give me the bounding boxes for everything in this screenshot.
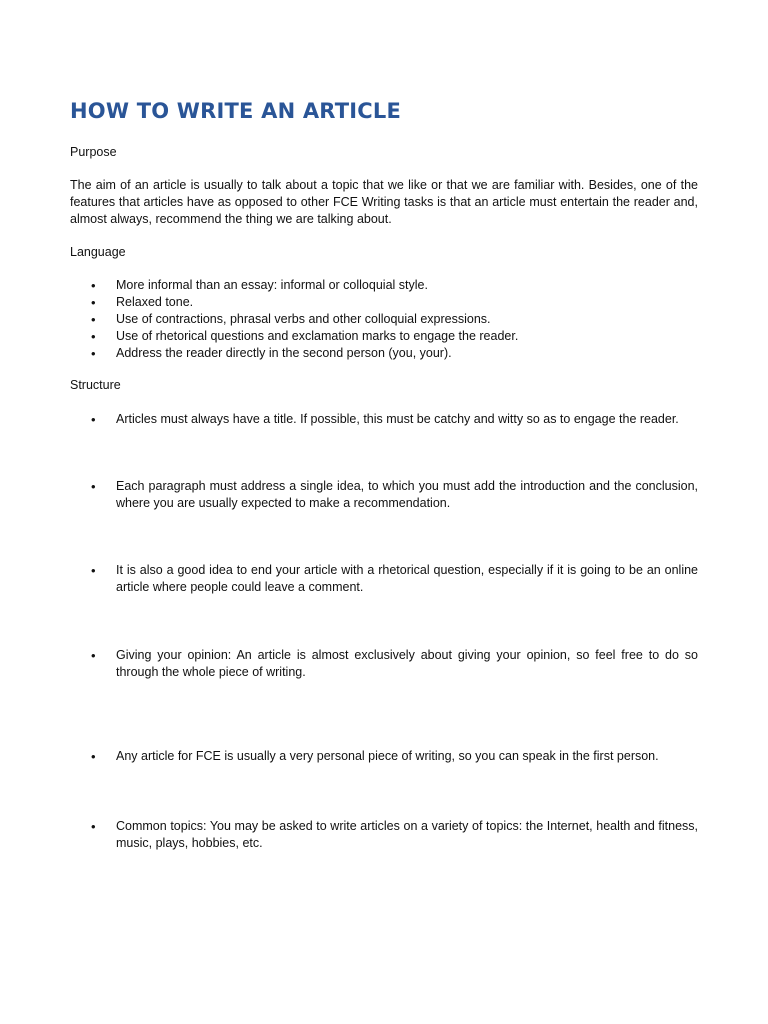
list-item xyxy=(0,328,698,345)
bullet-icon: • xyxy=(91,412,96,427)
bullet-icon: • xyxy=(91,479,96,494)
bullet-icon: • xyxy=(91,295,96,310)
list-item xyxy=(0,311,698,328)
bullet-icon: • xyxy=(91,749,96,764)
list-item xyxy=(0,647,698,681)
list-item-text: Any article for FCE is usually a very personal piece of writing, so you can speak in the first person. xyxy=(116,749,659,763)
bullet-icon: • xyxy=(91,346,96,361)
purpose-paragraph: The aim of an article is usually to talk about a topic that we like or that we are familiar with. Besides, one of the features that articles have as opposed to other FCE Writing tasks is that an article must entertain the reader and, almost always, recommend the thing we are talking about. xyxy=(70,178,698,226)
bullet-icon: • xyxy=(91,819,96,834)
bullet-icon: • xyxy=(91,648,96,663)
list-item-text: Each paragraph must address a single idea, to which you must add the introduction and the conclusion, where you are usually expected to make a recommendation. xyxy=(116,479,698,510)
list-item xyxy=(0,345,698,362)
bullet-icon: • xyxy=(91,312,96,327)
list-item-text: It is also a good idea to end your article with a rhetorical question, especially if it is going to be an online article where people could leave a comment. xyxy=(116,563,698,594)
structure-heading: Structure xyxy=(70,378,121,392)
list-item xyxy=(0,818,698,852)
bullet-icon: • xyxy=(91,329,96,344)
bullet-icon: • xyxy=(91,563,96,578)
list-item-text: Articles must always have a title. If possible, this must be catchy and witty so as to engage the reader. xyxy=(116,412,679,426)
list-item-text: Relaxed tone. xyxy=(116,295,194,309)
page-title: HOW TO WRITE AN ARTICLE xyxy=(70,99,402,123)
language-list xyxy=(0,277,698,362)
list-item xyxy=(0,411,698,428)
list-item-text: Use of rhetorical questions and exclamation marks to engage the reader. xyxy=(116,329,519,343)
list-item-text: Address the reader directly in the second person (you, your). xyxy=(116,346,452,360)
list-item-text: Use of contractions, phrasal verbs and other colloquial expressions. xyxy=(116,312,491,326)
list-item xyxy=(0,748,698,765)
bullet-icon: • xyxy=(91,278,96,293)
list-item-text: Common topics: You may be asked to write articles on a variety of topics: the Internet, health and fitness, music, plays, hobbies, etc. xyxy=(116,819,698,850)
list-item-text: Giving your opinion: An article is almost exclusively about giving your opinion, so feel free to do so through the whole piece of writing. xyxy=(116,648,698,679)
purpose-heading: Purpose xyxy=(70,145,117,159)
list-item xyxy=(0,562,698,596)
list-item xyxy=(0,294,698,311)
list-item xyxy=(0,277,698,294)
list-item xyxy=(0,478,698,512)
language-heading: Language xyxy=(70,245,126,259)
list-item-text: More informal than an essay: informal or colloquial style. xyxy=(116,278,428,292)
